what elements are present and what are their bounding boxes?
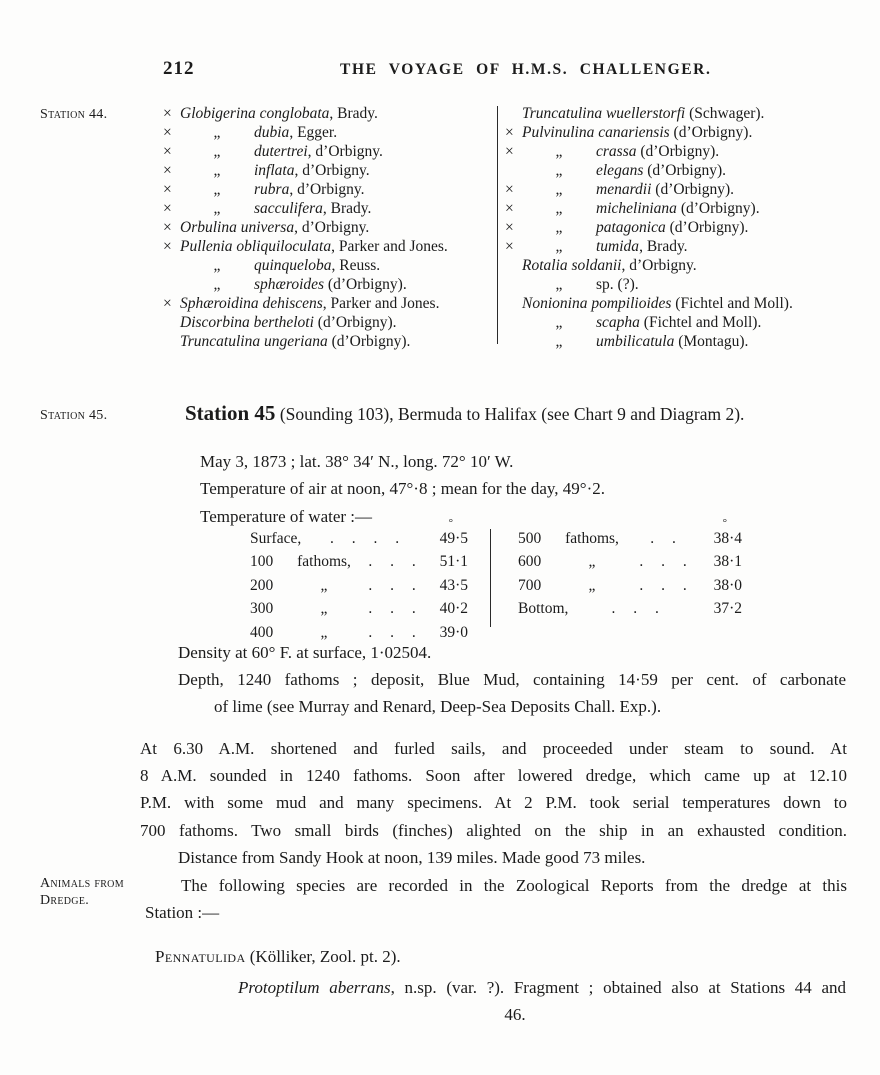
- degree-mark: °: [448, 517, 453, 529]
- species-entry: [522, 256, 697, 275]
- depth-label: 600: [518, 553, 542, 571]
- ditto-mark: „: [555, 181, 563, 198]
- density-line: Density at 60° F. at surface, 1·02504.: [178, 643, 432, 662]
- species-name: quinqueloba: [254, 257, 332, 274]
- species-name: inflata: [254, 162, 295, 179]
- margin-note-station-45: Station 45.: [40, 408, 108, 423]
- species-row: [163, 332, 493, 351]
- species-name: dutertrei: [254, 143, 308, 160]
- species-authority: (Fichtel and Moll).: [639, 314, 762, 331]
- species-name: Discorbina bertheloti: [180, 314, 314, 331]
- species-authority: , d’Orbigny.: [307, 143, 383, 160]
- species-authority: (d’Orbigny).: [643, 162, 727, 179]
- dot-leader: . .: [650, 530, 676, 547]
- species-authority: (d’Orbigny).: [665, 219, 749, 236]
- narrative-line: P.M. with some mud and many specimens. At 2 P.M. took serial temperatures down to: [140, 793, 847, 813]
- temperature-number: 49·5: [439, 530, 468, 547]
- species-entry: [596, 180, 734, 199]
- species-row: [505, 294, 850, 313]
- occurrence-cross-mark: ×: [163, 238, 172, 255]
- species-row: [163, 294, 493, 313]
- species-entry: [180, 294, 439, 313]
- temperature-number: 39·0: [439, 623, 468, 641]
- occurrence-cross-mark: [163, 313, 180, 332]
- occurrence-cross-mark: ×: [505, 181, 514, 198]
- temperature-row: [518, 550, 742, 573]
- occurrence-cross-mark: [163, 332, 180, 351]
- species-row: [163, 123, 493, 142]
- occurrence-cross-mark: [163, 275, 180, 294]
- occurrence-cross-mark: [505, 332, 522, 351]
- species-name: sphæroides: [254, 276, 325, 293]
- pennatulida-continuation: 46.: [504, 1005, 526, 1024]
- depth-unit: „: [320, 576, 328, 594]
- species-name: patagonica: [596, 219, 666, 236]
- species-authority: , d’Orbigny.: [621, 257, 697, 274]
- occurrence-cross-mark: ×: [163, 200, 172, 217]
- species-row: [163, 199, 493, 218]
- species-entry: [522, 104, 764, 123]
- species-authority: , Egger.: [289, 124, 338, 141]
- ditto-mark: „: [213, 181, 221, 198]
- temperature-number: 40·2: [439, 600, 468, 618]
- species-name: crassa: [596, 143, 637, 160]
- occurrence-cross-mark: ×: [163, 124, 172, 141]
- temperature-number: 51·1: [439, 553, 468, 571]
- depth-label: Bottom,: [518, 600, 569, 618]
- species-authority: , d’Orbigny.: [294, 162, 370, 179]
- occurrence-cross-mark: ×: [505, 219, 514, 236]
- ditto-mark: „: [555, 276, 563, 293]
- occurrence-cross-mark: ×: [505, 238, 514, 255]
- dot-leader: . . . .: [330, 530, 400, 547]
- margin-note-line: Dredge.: [40, 893, 90, 908]
- species-name: micheliniana: [596, 200, 677, 217]
- temperature-row: [250, 574, 468, 597]
- species-entry: [522, 294, 793, 313]
- species-entry: [180, 237, 448, 256]
- species-authority: (d’Orbigny).: [324, 276, 407, 293]
- distance-line: Distance from Sandy Hook at noon, 139 miles. Made good 73 miles.: [178, 847, 646, 867]
- dot-leader: . . .: [368, 553, 416, 571]
- occurrence-cross-mark: [505, 313, 522, 332]
- temperature-table-right-column: [518, 517, 742, 621]
- species-name: Rotalia soldanii: [522, 257, 622, 274]
- water-temperature-label: Temperature of water :—: [200, 506, 373, 526]
- species-row: [505, 161, 850, 180]
- species-entry: [596, 199, 760, 218]
- temperature-number: 43·5: [439, 576, 468, 594]
- depth-unit: fathoms,: [297, 553, 351, 571]
- temperature-value: [702, 574, 742, 597]
- depth-unit: „: [588, 553, 596, 571]
- temperature-value: [702, 597, 742, 620]
- narrative-line: 700 fathoms. Two small birds (finches) alighted on the ship in an exhausted condition.: [140, 820, 847, 840]
- species-entry: [254, 180, 365, 199]
- species-name: elegans: [596, 162, 644, 179]
- species-entry: [596, 142, 719, 161]
- narrative-paragraph: [140, 735, 847, 871]
- species-name: umbilicatula: [596, 333, 675, 350]
- ditto-mark: „: [555, 143, 563, 160]
- species-entry: [254, 256, 380, 275]
- station-45-info: [200, 448, 605, 530]
- species-name: rubra: [254, 181, 290, 198]
- occurrence-cross-mark: [163, 256, 180, 275]
- occurrence-cross-mark: [505, 256, 522, 275]
- species-row: [505, 180, 850, 199]
- species-row: [163, 180, 493, 199]
- species-entry: [254, 199, 371, 218]
- temperature-row: [250, 517, 468, 550]
- temperature-value: [428, 574, 468, 597]
- species-row: [505, 275, 850, 294]
- species-list-right-column: [505, 104, 850, 351]
- species-row: [163, 218, 493, 237]
- margin-note-animals-from-dredge: [40, 875, 124, 909]
- temperature-value: [702, 517, 742, 550]
- occurrence-cross-mark: [505, 275, 522, 294]
- narrative-line: At 6.30 A.M. shortened and furled sails, and proceeded under steam to sound. At: [140, 739, 847, 758]
- species-authority: , d’Orbigny.: [289, 181, 365, 198]
- air-temperature-line: Temperature of air at noon, 47°·8 ; mean for the day, 49°·2.: [200, 479, 605, 499]
- species-row: [163, 161, 493, 180]
- temperature-row: [250, 550, 468, 573]
- species-authority: (d’Orbigny).: [327, 333, 411, 350]
- dot-leader: . . .: [368, 576, 416, 594]
- dot-leader: . . .: [639, 576, 687, 594]
- occurrence-cross-mark: ×: [163, 219, 172, 236]
- species-entry: [596, 313, 761, 332]
- species-row: [505, 313, 850, 332]
- running-title: THE VOYAGE OF H.M.S. CHALLENGER.: [340, 61, 712, 78]
- occurrence-cross-mark: ×: [505, 124, 514, 141]
- species-entry: [254, 275, 407, 294]
- species-authority: (d’Orbigny).: [313, 314, 397, 331]
- water-temperature-table: [250, 517, 742, 647]
- species-row: [505, 218, 850, 237]
- temperature-value: [702, 550, 742, 573]
- species-name: Globigerina conglobata: [180, 105, 330, 122]
- species-row: [163, 142, 493, 161]
- dot-leader: . . .: [368, 623, 416, 641]
- ditto-mark: „: [555, 238, 563, 255]
- intro-line-1: The following species are recorded in the Zoological Reports from the dredge at this: [181, 876, 847, 895]
- temperature-row: [518, 597, 742, 620]
- species-row: [163, 313, 493, 332]
- depth-label: 100: [250, 553, 274, 571]
- temperature-number: 38·1: [713, 553, 742, 571]
- depth-line-2: of lime (see Murray and Renard, Deep-Sea Deposits Chall. Exp.).: [214, 697, 662, 716]
- species-name: Pulvinulina canariensis: [522, 124, 670, 141]
- species-name: sacculifera: [254, 200, 323, 217]
- temperature-row: [518, 574, 742, 597]
- ditto-mark: „: [555, 333, 563, 350]
- species-name: Nonionina pompilioides: [522, 295, 672, 312]
- temperature-number: 38·0: [713, 576, 742, 594]
- ditto-mark: „: [555, 162, 563, 179]
- species-entry: [596, 275, 639, 294]
- margin-note-line: Animals from: [40, 876, 124, 891]
- narrative-line: 8 A.M. sounded in 1240 fathoms. Soon after lowered dredge, which came up at 12.10: [140, 766, 847, 786]
- species-authority: , Parker and Jones.: [331, 238, 448, 255]
- species-list-left-column: [163, 104, 493, 351]
- ditto-mark: „: [213, 143, 221, 160]
- species-authority: (d’Orbigny).: [676, 200, 760, 217]
- temperature-number: 37·2: [713, 600, 742, 618]
- species-row: [163, 256, 493, 275]
- depth-label: 400: [250, 623, 274, 641]
- depth-label: 200: [250, 576, 274, 594]
- occurrence-cross-mark: ×: [505, 200, 514, 217]
- narrative-lines: [140, 735, 847, 844]
- species-name: Sphæroidina dehiscens: [180, 295, 323, 312]
- species-entry: [180, 104, 378, 123]
- station-45-title: Station 45: [185, 401, 276, 425]
- ditto-mark: „: [213, 162, 221, 179]
- temperature-value: [428, 517, 468, 550]
- species-row: [163, 275, 493, 294]
- species-entry: [254, 142, 383, 161]
- species-name: menardii: [596, 181, 652, 198]
- occurrence-cross-mark: ×: [163, 143, 172, 160]
- species-authority: (d’Orbigny).: [636, 143, 720, 160]
- temperature-table-divider: [490, 529, 491, 627]
- species-entry: [180, 332, 410, 351]
- page-number: 212: [163, 58, 195, 79]
- occurrence-cross-mark: [505, 104, 522, 123]
- species-row: [505, 142, 850, 161]
- ditto-mark: „: [555, 314, 563, 331]
- intro-line-2: Station :—: [145, 903, 220, 923]
- species-row: [505, 123, 850, 142]
- dot-leader: . . .: [611, 600, 659, 618]
- species-authority: , Parker and Jones.: [322, 295, 440, 312]
- depth-unit: „: [588, 576, 596, 594]
- species-authority: sp. (?).: [596, 276, 639, 293]
- dot-leader: . . .: [639, 553, 687, 571]
- pennatulida-species-line: [238, 978, 846, 998]
- species-entry: [596, 161, 726, 180]
- ditto-mark: „: [555, 200, 563, 217]
- depth-label: 300: [250, 600, 274, 618]
- ditto-mark: „: [213, 200, 221, 217]
- ditto-mark: „: [213, 257, 221, 274]
- animals-from-dredge-intro: [145, 872, 847, 927]
- occurrence-cross-mark: [505, 294, 522, 313]
- species-entry: [180, 218, 369, 237]
- species-row: [505, 237, 850, 256]
- station-45-heading: [185, 401, 744, 426]
- depth-line-1: Depth, 1240 fathoms ; deposit, Blue Mud, containing 14·59 per cent. of carbonate: [178, 670, 846, 689]
- species-name: Protoptilum aberrans: [238, 978, 391, 997]
- group-reference: (Kölliker, Zool. pt. 2).: [245, 947, 401, 966]
- ditto-mark: „: [213, 276, 221, 293]
- temperature-row: [250, 621, 468, 644]
- species-authority: , Reuss.: [331, 257, 381, 274]
- species-authority: , Brady.: [329, 105, 378, 122]
- depth-unit: fathoms,: [565, 530, 619, 547]
- temperature-value: [428, 597, 468, 620]
- species-entry: [596, 332, 748, 351]
- date-position-line: May 3, 1873 ; lat. 38° 34′ N., long. 72° 10′ W.: [200, 452, 514, 471]
- occurrence-cross-mark: [505, 161, 522, 180]
- species-authority: , d’Orbigny.: [294, 219, 370, 236]
- species-name: scapha: [596, 314, 640, 331]
- group-name: Pennatulida: [155, 947, 246, 966]
- pennatulida-heading: [155, 947, 401, 967]
- species-authority: , Brady.: [322, 200, 372, 217]
- dot-leader: . . .: [368, 600, 416, 618]
- species-column-divider: [497, 106, 498, 344]
- station-45-subtitle: (Sounding 103), Bermuda to Halifax (see Chart 9 and Diagram 2).: [275, 404, 745, 424]
- species-entry: [254, 123, 337, 142]
- species-authority: (Schwager).: [685, 105, 765, 122]
- species-authority: , Brady.: [639, 238, 688, 255]
- species-entry: [596, 237, 688, 256]
- species-name: Orbulina universa: [180, 219, 295, 236]
- occurrence-cross-mark: ×: [163, 295, 172, 312]
- ditto-mark: „: [555, 219, 563, 236]
- species-row: [505, 332, 850, 351]
- depth-label: Surface,: [250, 530, 302, 547]
- occurrence-cross-mark: ×: [163, 105, 172, 122]
- depth-label: 500: [518, 530, 542, 547]
- species-entry: [180, 313, 397, 332]
- degree-mark: °: [722, 517, 727, 529]
- depth-unit: „: [320, 600, 328, 618]
- species-entry: [254, 161, 370, 180]
- temperature-value: [428, 621, 468, 644]
- species-name: Truncatulina ungeriana: [180, 333, 328, 350]
- temperature-table-left-column: [250, 517, 468, 644]
- species-name: tumida: [596, 238, 640, 255]
- temperature-number: 38·4: [713, 530, 742, 547]
- depth-unit: „: [320, 623, 328, 641]
- temperature-row: [250, 597, 468, 620]
- occurrence-cross-mark: ×: [505, 143, 514, 160]
- temperature-value: [428, 550, 468, 573]
- species-name: Truncatulina wuellerstorfi: [522, 105, 686, 122]
- species-authority: (Fichtel and Moll).: [671, 295, 793, 312]
- species-name: dubia: [254, 124, 290, 141]
- species-row: [505, 104, 850, 123]
- occurrence-cross-mark: ×: [163, 181, 172, 198]
- species-row: [163, 104, 493, 123]
- species-authority: (d’Orbigny).: [669, 124, 753, 141]
- depth-label: 700: [518, 576, 542, 594]
- species-authority: (d’Orbigny).: [651, 181, 735, 198]
- species-entry: [596, 218, 748, 237]
- species-name: Pullenia obliquiloculata: [180, 238, 332, 255]
- species-authority: (Montagu).: [674, 333, 749, 350]
- species-note: , n.sp. (var. ?). Fragment ; obtained also at Stations 44 and: [390, 978, 846, 997]
- species-row: [163, 237, 493, 256]
- occurrence-cross-mark: ×: [163, 162, 172, 179]
- margin-note-station-44: Station 44.: [40, 107, 108, 122]
- temperature-row: [518, 517, 742, 550]
- species-row: [505, 256, 850, 275]
- species-row: [505, 199, 850, 218]
- species-entry: [522, 123, 752, 142]
- ditto-mark: „: [213, 124, 221, 141]
